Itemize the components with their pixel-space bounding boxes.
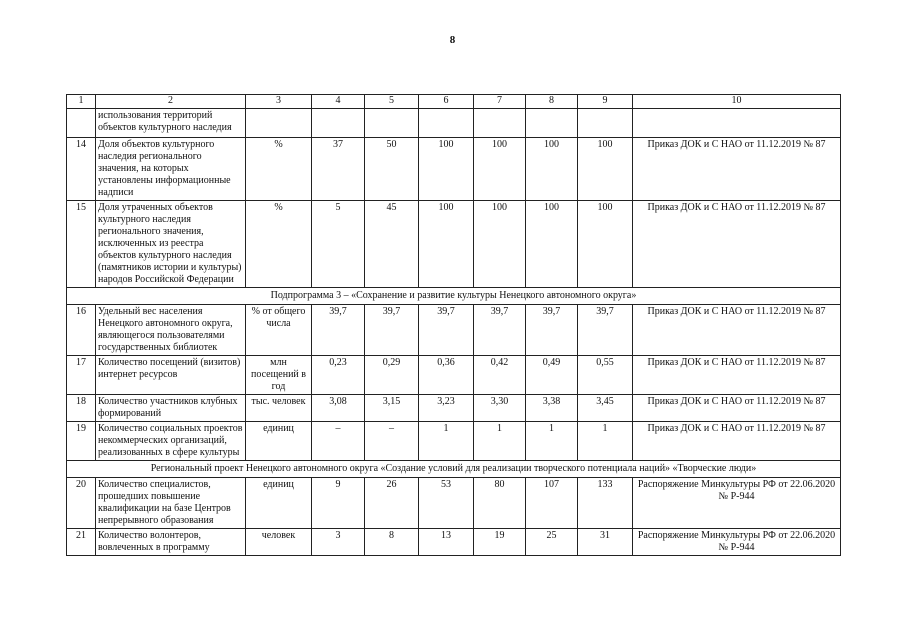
document-cell: Приказ ДОК и С НАО от 11.12.2019 № 87 bbox=[633, 138, 841, 201]
column-header: 2 bbox=[96, 95, 246, 109]
table-row bbox=[67, 422, 841, 461]
value-cell: 3,45 bbox=[578, 395, 633, 422]
column-header: 6 bbox=[419, 95, 474, 109]
value-cell: 5 bbox=[312, 201, 365, 288]
column-header: 1 bbox=[67, 95, 96, 109]
value-cell: – bbox=[365, 422, 419, 461]
subprogram-heading: Подпрограмма 3 – «Сохранение и развитие культуры Ненецкого автономного округа» bbox=[67, 288, 841, 305]
document-cell: Приказ ДОК и С НАО от 11.12.2019 № 87 bbox=[633, 356, 841, 395]
unit-cell bbox=[246, 109, 312, 138]
value-cell: 39,7 bbox=[526, 305, 578, 356]
column-header: 7 bbox=[474, 95, 526, 109]
document-cell: Приказ ДОК и С НАО от 11.12.2019 № 87 bbox=[633, 395, 841, 422]
row-number-cell: 19 bbox=[67, 422, 96, 461]
row-number-cell: 16 bbox=[67, 305, 96, 356]
value-cell: 0,49 bbox=[526, 356, 578, 395]
page-number: 8 bbox=[449, 34, 456, 46]
value-cell: 100 bbox=[526, 138, 578, 201]
unit-cell: единиц bbox=[246, 478, 312, 529]
document-cell: Приказ ДОК и С НАО от 11.12.2019 № 87 bbox=[633, 201, 841, 288]
indicators-table bbox=[66, 94, 841, 556]
value-cell: 100 bbox=[474, 201, 526, 288]
value-cell: 45 bbox=[365, 201, 419, 288]
value-cell: 3,08 bbox=[312, 395, 365, 422]
row-number-cell: 20 bbox=[67, 478, 96, 529]
row-number-cell: 15 bbox=[67, 201, 96, 288]
column-header: 5 bbox=[365, 95, 419, 109]
value-cell: 3,30 bbox=[474, 395, 526, 422]
value-cell bbox=[419, 109, 474, 138]
value-cell: 39,7 bbox=[474, 305, 526, 356]
unit-cell: тыс. человек bbox=[246, 395, 312, 422]
value-cell: 100 bbox=[419, 138, 474, 201]
indicator-name-cell: Количество участников клубных формирований bbox=[96, 395, 246, 422]
value-cell: 3 bbox=[312, 529, 365, 556]
value-cell: 39,7 bbox=[419, 305, 474, 356]
document-cell: Распоряжение Минкультуры РФ от 22.06.2020 № Р-944 bbox=[633, 478, 841, 529]
value-cell: 26 bbox=[365, 478, 419, 529]
value-cell bbox=[312, 109, 365, 138]
value-cell: 0,42 bbox=[474, 356, 526, 395]
table-row bbox=[67, 395, 841, 422]
indicator-name-cell: использования территорий объектов культурного наследия bbox=[96, 109, 246, 138]
indicator-name-cell: Удельный вес населения Ненецкого автономного округа, являющегося пользователями государственных библиотек bbox=[96, 305, 246, 356]
value-cell: 100 bbox=[474, 138, 526, 201]
indicator-name-cell: Количество специалистов, прошедших повышение квалификации на базе Центров непрерывного образования bbox=[96, 478, 246, 529]
indicator-name-cell: Доля утраченных объектов культурного наследия регионального значения, исключенных из реестра объектов культурного наследия (памятников истории и культуры) народов Российской Федерации bbox=[96, 201, 246, 288]
indicator-name-cell: Количество социальных проектов некоммерческих организаций, реализованных в сфере культуры bbox=[96, 422, 246, 461]
value-cell: 100 bbox=[578, 138, 633, 201]
value-cell: – bbox=[312, 422, 365, 461]
value-cell: 100 bbox=[526, 201, 578, 288]
value-cell: 3,15 bbox=[365, 395, 419, 422]
value-cell: 100 bbox=[419, 201, 474, 288]
value-cell: 0,36 bbox=[419, 356, 474, 395]
value-cell: 39,7 bbox=[365, 305, 419, 356]
column-header: 3 bbox=[246, 95, 312, 109]
value-cell: 0,55 bbox=[578, 356, 633, 395]
value-cell: 3,38 bbox=[526, 395, 578, 422]
value-cell bbox=[474, 109, 526, 138]
value-cell: 39,7 bbox=[312, 305, 365, 356]
unit-cell: млн посещений в год bbox=[246, 356, 312, 395]
row-number-cell: 21 bbox=[67, 529, 96, 556]
value-cell: 19 bbox=[474, 529, 526, 556]
value-cell: 25 bbox=[526, 529, 578, 556]
row-number-cell: 17 bbox=[67, 356, 96, 395]
value-cell: 39,7 bbox=[578, 305, 633, 356]
value-cell: 9 bbox=[312, 478, 365, 529]
unit-cell: % bbox=[246, 201, 312, 288]
value-cell: 1 bbox=[474, 422, 526, 461]
indicator-name-cell: Доля объектов культурного наследия регионального значения, на которых установлены информационные надписи bbox=[96, 138, 246, 201]
table-row bbox=[67, 478, 841, 529]
document-cell: Приказ ДОК и С НАО от 11.12.2019 № 87 bbox=[633, 305, 841, 356]
value-cell: 8 bbox=[365, 529, 419, 556]
regional-project-heading: Региональный проект Ненецкого автономного округа «Создание условий для реализации творческого потенциала наций» «Творческие люди» bbox=[67, 461, 841, 478]
document-cell: Приказ ДОК и С НАО от 11.12.2019 № 87 bbox=[633, 422, 841, 461]
table-row bbox=[67, 356, 841, 395]
row-number-cell: 14 bbox=[67, 138, 96, 201]
value-cell: 133 bbox=[578, 478, 633, 529]
value-cell: 107 bbox=[526, 478, 578, 529]
column-header: 4 bbox=[312, 95, 365, 109]
unit-cell: единиц bbox=[246, 422, 312, 461]
table-row bbox=[67, 138, 841, 201]
column-header: 10 bbox=[633, 95, 841, 109]
value-cell bbox=[526, 109, 578, 138]
unit-cell: человек bbox=[246, 529, 312, 556]
document-cell: Распоряжение Минкультуры РФ от 22.06.2020 № Р-944 bbox=[633, 529, 841, 556]
header-row bbox=[67, 95, 841, 109]
value-cell: 37 bbox=[312, 138, 365, 201]
value-cell: 31 bbox=[578, 529, 633, 556]
value-cell bbox=[578, 109, 633, 138]
value-cell bbox=[365, 109, 419, 138]
column-header: 8 bbox=[526, 95, 578, 109]
row-number-cell: 18 bbox=[67, 395, 96, 422]
value-cell: 3,23 bbox=[419, 395, 474, 422]
value-cell: 100 bbox=[578, 201, 633, 288]
section-row bbox=[67, 288, 841, 305]
table-row bbox=[67, 529, 841, 556]
unit-cell: % bbox=[246, 138, 312, 201]
table-row bbox=[67, 201, 841, 288]
value-cell: 1 bbox=[578, 422, 633, 461]
table-row bbox=[67, 109, 841, 138]
row-number-cell bbox=[67, 109, 96, 138]
section-row bbox=[67, 461, 841, 478]
value-cell: 53 bbox=[419, 478, 474, 529]
indicator-name-cell: Количество волонтеров, вовлеченных в программу bbox=[96, 529, 246, 556]
unit-cell: % от общего числа bbox=[246, 305, 312, 356]
value-cell: 13 bbox=[419, 529, 474, 556]
value-cell: 80 bbox=[474, 478, 526, 529]
column-header: 9 bbox=[578, 95, 633, 109]
value-cell: 1 bbox=[419, 422, 474, 461]
value-cell: 0,23 bbox=[312, 356, 365, 395]
document-cell bbox=[633, 109, 841, 138]
value-cell: 1 bbox=[526, 422, 578, 461]
value-cell: 0,29 bbox=[365, 356, 419, 395]
indicator-name-cell: Количество посещений (визитов) интернет ресурсов bbox=[96, 356, 246, 395]
value-cell: 50 bbox=[365, 138, 419, 201]
table-row bbox=[67, 305, 841, 356]
